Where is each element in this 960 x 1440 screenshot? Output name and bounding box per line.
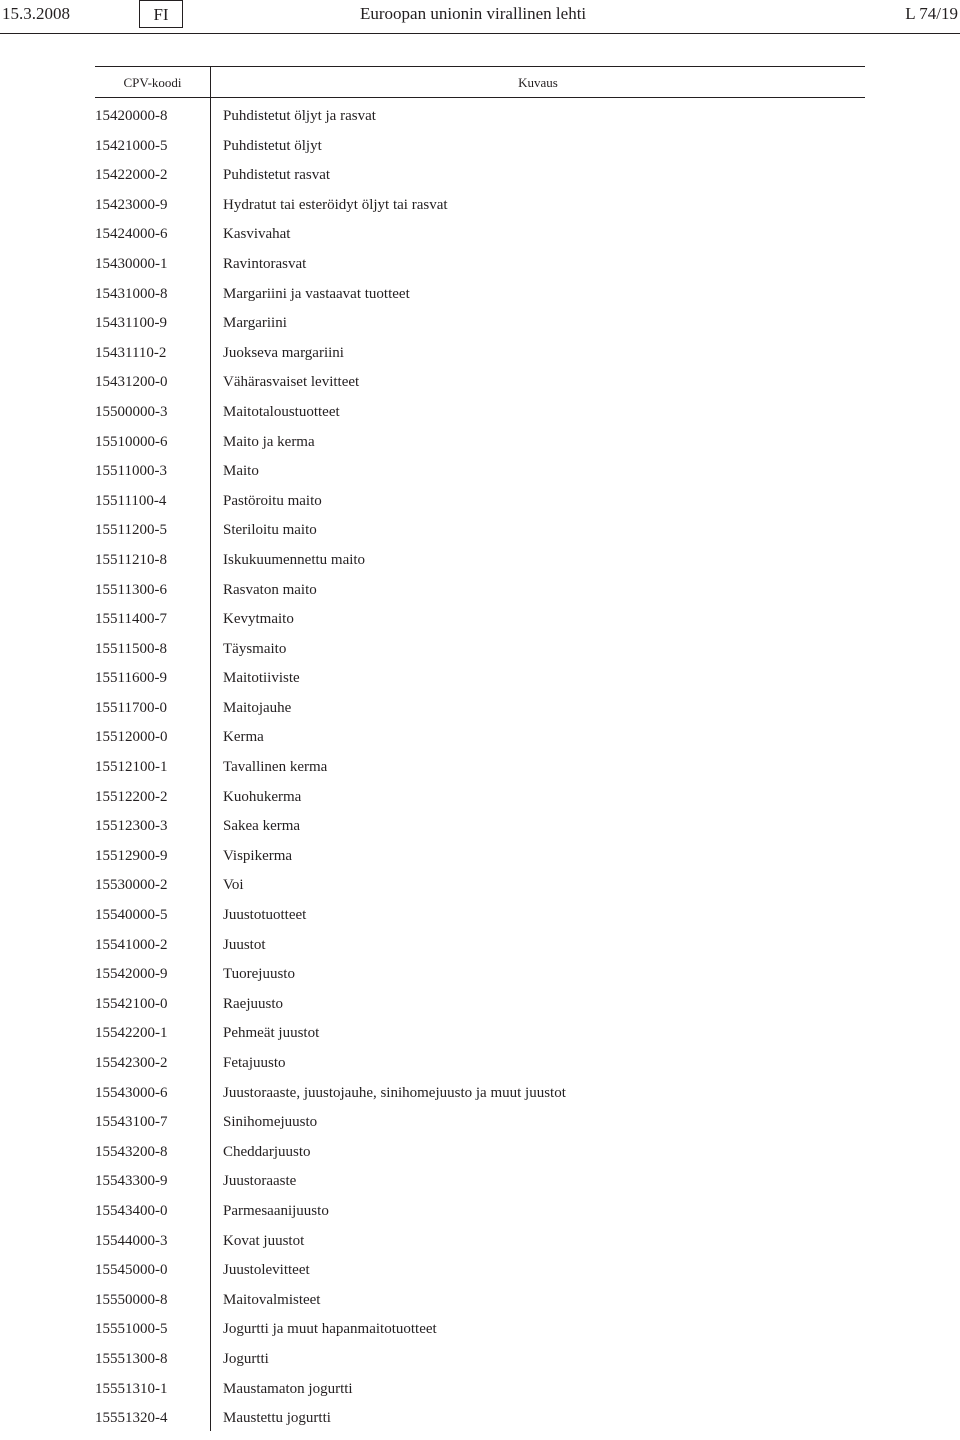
cpv-description: Maustamaton jogurtti <box>223 1380 353 1397</box>
cpv-code: 15543100-7 <box>95 1114 168 1131</box>
cpv-description: Juustotuotteet <box>223 907 307 924</box>
cpv-code: 15422000-2 <box>95 167 168 184</box>
cpv-description: Juustoraaste, juustojauhe, sinihomejuusto ja muut juustot <box>223 1084 566 1101</box>
cpv-description: Margariini ja vastaavat tuotteet <box>223 285 410 302</box>
table-row <box>95 315 865 345</box>
table-row <box>95 345 865 375</box>
cpv-description: Maitovalmisteet <box>223 1291 321 1308</box>
table-row <box>95 582 865 612</box>
table-row <box>95 256 865 286</box>
table-row <box>95 167 865 197</box>
table-row <box>95 1381 865 1411</box>
table-row <box>95 374 865 404</box>
cpv-description: Kevytmaito <box>223 611 294 628</box>
cpv-code: 15511500-8 <box>95 640 167 657</box>
cpv-description: Kerma <box>223 729 264 746</box>
cpv-description: Juustoraaste <box>223 1173 297 1190</box>
table-row <box>95 1321 865 1351</box>
table-row <box>95 404 865 434</box>
table-row <box>95 1262 865 1292</box>
page-reference: L 74/19 <box>905 4 958 23</box>
cpv-description: Pastöroitu maito <box>223 492 322 509</box>
cpv-code: 15551300-8 <box>95 1350 168 1367</box>
cpv-code: 15421000-5 <box>95 137 168 154</box>
table-row <box>95 877 865 907</box>
cpv-code: 15543300-9 <box>95 1173 168 1190</box>
cpv-code: 15530000-2 <box>95 877 168 894</box>
table-row <box>95 1351 865 1381</box>
cpv-code: 15431000-8 <box>95 285 168 302</box>
cpv-description: Cheddarjuusto <box>223 1143 311 1160</box>
table-row <box>95 138 865 168</box>
cpv-code: 15423000-9 <box>95 196 168 213</box>
table-row <box>95 907 865 937</box>
table-row <box>95 1025 865 1055</box>
cpv-description: Hydratut tai esteröidyt öljyt tai rasvat <box>223 196 448 213</box>
table-row <box>95 700 865 730</box>
cpv-description: Puhdistetut öljyt <box>223 137 322 154</box>
cpv-code: 15511600-9 <box>95 670 167 687</box>
cpv-description: Vispikerma <box>223 847 293 864</box>
cpv-code: 15512300-3 <box>95 818 168 835</box>
cpv-code: 15542100-0 <box>95 995 168 1012</box>
table-row <box>95 552 865 582</box>
cpv-code: 15511200-5 <box>95 522 167 539</box>
table-row <box>95 1292 865 1322</box>
table-row <box>95 848 865 878</box>
cpv-code: 15512100-1 <box>95 759 168 776</box>
cpv-description: Maitotiiviste <box>223 670 300 687</box>
cpv-code: 15512200-2 <box>95 788 168 805</box>
cpv-description: Ravintorasvat <box>223 255 307 272</box>
table-row <box>95 1085 865 1115</box>
cpv-description: Voi <box>223 877 244 894</box>
column-header-code: CPV-koodi <box>123 75 182 90</box>
cpv-description: Maitotaloustuotteet <box>223 403 340 420</box>
cpv-code: 15511700-0 <box>95 699 167 716</box>
cpv-description: Maito <box>223 463 259 480</box>
column-header-description: Kuvaus <box>518 75 558 90</box>
table-row <box>95 966 865 996</box>
cpv-description: Rasvaton maito <box>223 581 317 598</box>
cpv-code: 15542200-1 <box>95 1025 168 1042</box>
cpv-description: Kuohukerma <box>223 788 302 805</box>
table-row <box>95 1203 865 1233</box>
cpv-description: Puhdistetut rasvat <box>223 167 331 184</box>
cpv-description: Juustolevitteet <box>223 1262 310 1279</box>
cpv-code: 15551000-5 <box>95 1321 168 1338</box>
table-row <box>95 434 865 464</box>
cpv-code: 15430000-1 <box>95 255 168 272</box>
cpv-code: 15424000-6 <box>95 226 168 243</box>
cpv-code: 15431200-0 <box>95 374 168 391</box>
cpv-code: 15543000-6 <box>95 1084 168 1101</box>
cpv-code: 15542000-9 <box>95 966 168 983</box>
table-row <box>95 1144 865 1174</box>
cpv-description: Juustot <box>223 936 266 953</box>
cpv-description: Juokseva margariini <box>223 344 344 361</box>
cpv-code: 15551320-4 <box>95 1410 168 1427</box>
cpv-description: Täysmaito <box>223 640 287 657</box>
cpv-description: Maitojauhe <box>223 699 292 716</box>
table-row <box>95 789 865 819</box>
table-row <box>95 1055 865 1085</box>
cpv-code: 15512000-0 <box>95 729 168 746</box>
cpv-code: 15511000-3 <box>95 463 167 480</box>
cpv-description: Jogurtti <box>223 1350 269 1367</box>
table-row <box>95 493 865 523</box>
header-divider <box>0 33 960 34</box>
table-row <box>95 1410 865 1440</box>
cpv-code: 15545000-0 <box>95 1262 168 1279</box>
publication-date: 15.3.2008 <box>2 4 70 23</box>
table-row <box>95 463 865 493</box>
cpv-description: Tuorejuusto <box>223 966 295 983</box>
cpv-description: Raejuusto <box>223 995 283 1012</box>
cpv-description: Fetajuusto <box>223 1055 286 1071</box>
cpv-description: Steriloitu maito <box>223 522 317 539</box>
cpv-code: 15511210-8 <box>95 551 167 568</box>
table-row <box>95 818 865 848</box>
table-row <box>95 1114 865 1144</box>
cpv-description: Parmesaanijuusto <box>223 1202 329 1219</box>
cpv-description: Margariini <box>223 315 287 332</box>
cpv-description: Sinihomejuusto <box>223 1114 318 1131</box>
table-row <box>95 937 865 967</box>
cpv-description: Maito ja kerma <box>223 433 315 450</box>
cpv-description: Kovat juustot <box>223 1232 305 1249</box>
table-row <box>95 996 865 1026</box>
cpv-code: 15512900-9 <box>95 847 168 864</box>
cpv-code: 15511400-7 <box>95 611 167 628</box>
cpv-description: Puhdistetut öljyt ja rasvat <box>223 108 376 124</box>
cpv-code: 15544000-3 <box>95 1232 168 1249</box>
cpv-code: 15540000-5 <box>95 907 168 924</box>
table-row <box>95 759 865 789</box>
table-row <box>95 286 865 316</box>
cpv-description: Vähärasvaiset levitteet <box>223 374 360 391</box>
table-row <box>95 729 865 759</box>
cpv-code: 15543200-8 <box>95 1143 168 1160</box>
cpv-code: 15420000-8 <box>95 108 168 124</box>
cpv-code: 15511100-4 <box>95 492 167 509</box>
cpv-description: Maustettu jogurtti <box>223 1410 331 1427</box>
cpv-description: Pehmeät juustot <box>223 1025 320 1042</box>
cpv-description: Tavallinen kerma <box>223 759 328 776</box>
cpv-description: Kasvivahat <box>223 226 291 243</box>
cpv-description: Jogurtti ja muut hapanmaitotuotteet <box>223 1321 437 1338</box>
table-row <box>95 641 865 671</box>
cpv-code: 15511300-6 <box>95 581 167 598</box>
journal-title: Euroopan unionin virallinen lehti <box>360 4 587 23</box>
cpv-code: 15431100-9 <box>95 315 167 332</box>
cpv-code: 15551310-1 <box>95 1380 168 1397</box>
cpv-code: 15541000-2 <box>95 936 168 953</box>
cpv-description: Sakea kerma <box>223 818 301 835</box>
cpv-code: 15550000-8 <box>95 1291 168 1308</box>
language-code-box: FI <box>139 0 183 28</box>
table-row <box>95 197 865 227</box>
cpv-code: 15500000-3 <box>95 403 168 420</box>
table-body <box>95 108 865 1440</box>
cpv-description: Iskukuumennettu maito <box>223 551 366 568</box>
cpv-code: 15431110-2 <box>95 344 167 361</box>
table-row <box>95 1173 865 1203</box>
cpv-code: 15543400-0 <box>95 1202 168 1219</box>
table-row <box>95 611 865 641</box>
table-row <box>95 670 865 700</box>
table-row <box>95 108 865 138</box>
table-row <box>95 1233 865 1263</box>
cpv-code: 15542300-2 <box>95 1055 168 1071</box>
cpv-code: 15510000-6 <box>95 433 168 450</box>
table-row <box>95 522 865 552</box>
table-row <box>95 226 865 256</box>
page-header <box>0 0 960 34</box>
